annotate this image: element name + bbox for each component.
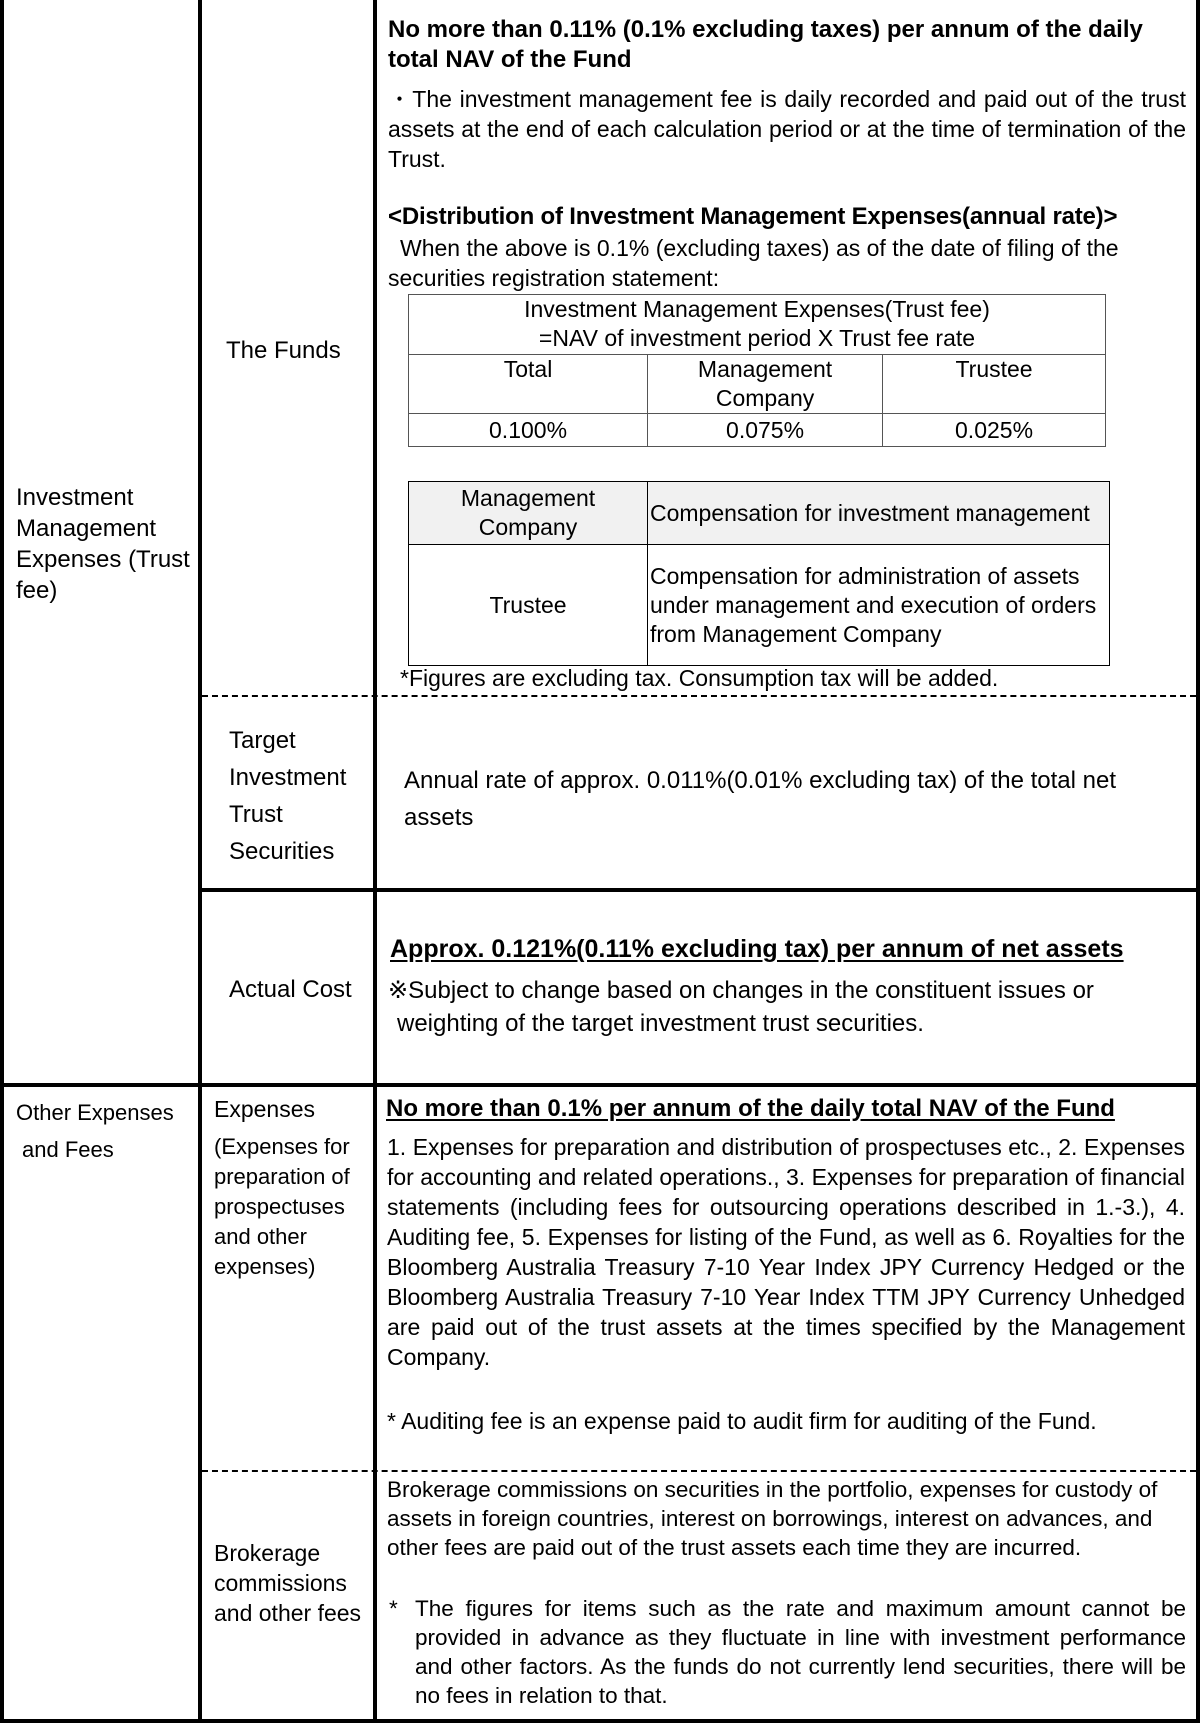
the-funds-label: The Funds xyxy=(226,337,341,364)
expenses-heading: No more than 0.1% per annum of the daily total NAV of the Fund xyxy=(386,1095,1115,1122)
target-label-line4: Securities xyxy=(229,838,335,865)
funds-fee-heading: No more than 0.11% (0.1% excluding taxes) per annum of the daily total NAV of the Fund xyxy=(388,16,1143,73)
funds-fee-paragraph xyxy=(388,84,1186,174)
roles-table xyxy=(408,481,1110,666)
funds-fee-paragraph-text: The investment management fee is daily recorded and paid out of the trust assets at the end of each calculation period or at the time of termination of the Trust. xyxy=(388,86,1186,172)
role-row-management xyxy=(409,482,1110,545)
row-divider-funds-target xyxy=(202,695,1196,697)
fee-table-header-trustee: Trustee xyxy=(883,355,1106,414)
fee-table-header-row xyxy=(409,355,1106,414)
outer-border-right xyxy=(1196,0,1200,1723)
fee-table-header-total: Total xyxy=(409,355,648,414)
expenses-paragraph: 1. Expenses for preparation and distribution of prospectuses etc., 2. Expenses for accounting and related operations., 3. Expenses for preparation of financial statements (including fees for outsourcing operations described in 1.-3.), 4. Auditing fee, 5. Expenses for listing of the Fund, as well as 6. Royalties for the Bloomberg Australia Treasury 7-10 Year Index JPY Currency Hedged or the Bloomberg Australia Treasury 7-10 Year Index TTM JPY Currency Unhedged are paid out of the trust assets at the times specified by the Management Company. xyxy=(387,1134,1185,1370)
actual-cost-heading: Approx. 0.121%(0.11% excluding tax) per annum of net assets xyxy=(390,935,1124,963)
target-label-line1: Target xyxy=(229,727,296,754)
column-divider-2 xyxy=(373,0,377,1723)
distribution-intro: When the above is 0.1% (excluding taxes) as of the date of filing of the securities registration statement: xyxy=(388,235,1119,291)
fee-table-title-line1: Investment Management Expenses(Trust fee) xyxy=(524,296,990,322)
outer-border-bottom xyxy=(0,1719,1200,1723)
actual-cost-note: ※Subject to change based on changes in the constituent issues or weighting of the target investment trust securities. xyxy=(388,977,1094,1037)
row-divider-target-actual xyxy=(198,888,1200,892)
target-label-line2: Investment xyxy=(229,764,347,791)
brokerage-note: The figures for items such as the rate and maximum amount cannot be provided in advance as they fluctuate in line with investment performance and other factors. As the funds do not currently lend securities, there will be no fees in relation to that. xyxy=(415,1596,1186,1708)
row-divider-expenses-brokerage xyxy=(202,1470,1196,1472)
fee-value-total: 0.100% xyxy=(409,414,648,447)
investment-management-expenses-label: Investment Management Expenses (Trust fee) xyxy=(16,484,190,604)
fee-table-value-row xyxy=(409,414,1106,447)
outer-border-left xyxy=(0,0,4,1723)
other-expenses-label-line2: and Fees xyxy=(22,1137,114,1162)
column-divider-1 xyxy=(198,0,202,1723)
role-row-trustee xyxy=(409,545,1110,666)
other-expenses-label xyxy=(16,1094,174,1168)
fee-distribution-table xyxy=(408,294,1106,447)
brokerage-label: Brokerage commissions and other fees xyxy=(214,1540,362,1626)
row-divider-sections xyxy=(0,1083,1200,1087)
brokerage-paragraph: Brokerage commissions on securities in the portfolio, expenses for custody of assets in foreign countries, interest on borrowings, interest on advances, and other fees are paid out of the trust assets each time they are incurred. xyxy=(387,1477,1158,1560)
fee-value-management: 0.075% xyxy=(648,414,883,447)
bullet-marker: ・ xyxy=(388,86,413,112)
brokerage-note-marker: * xyxy=(389,1596,398,1621)
fee-table-title xyxy=(409,295,1106,355)
target-investment-text: Annual rate of approx. 0.011%(0.01% excluding tax) of the total net assets xyxy=(404,767,1117,831)
fee-value-trustee: 0.025% xyxy=(883,414,1106,447)
expenses-auditing-note: * Auditing fee is an expense paid to audit firm for auditing of the Fund. xyxy=(387,1408,1097,1434)
distribution-heading: <Distribution of Investment Management Expenses(annual rate)> xyxy=(388,203,1118,230)
funds-tax-note: *Figures are excluding tax. Consumption tax will be added. xyxy=(400,665,999,691)
expenses-label: Expenses xyxy=(214,1096,316,1122)
fee-table-title-line2: =NAV of investment period X Trust fee rate xyxy=(538,325,976,351)
role-description-trustee: Compensation for administration of assets under management and execution of orders from Management Company xyxy=(648,545,1110,666)
target-label-line3: Trust xyxy=(229,801,283,828)
target-investment-label xyxy=(229,722,346,870)
fee-table-header-management: Management Company xyxy=(648,355,883,414)
role-party-management: Management Company xyxy=(409,482,648,545)
fee-table-title-row xyxy=(409,295,1106,355)
other-expenses-label-line1: Other Expenses xyxy=(16,1100,174,1125)
role-party-trustee: Trustee xyxy=(409,545,648,666)
role-description-management: Compensation for investment management xyxy=(648,482,1110,545)
expenses-sublabel: (Expenses for preparation of prospectuses and other expenses) xyxy=(214,1134,350,1279)
actual-cost-label: Actual Cost xyxy=(229,976,352,1003)
